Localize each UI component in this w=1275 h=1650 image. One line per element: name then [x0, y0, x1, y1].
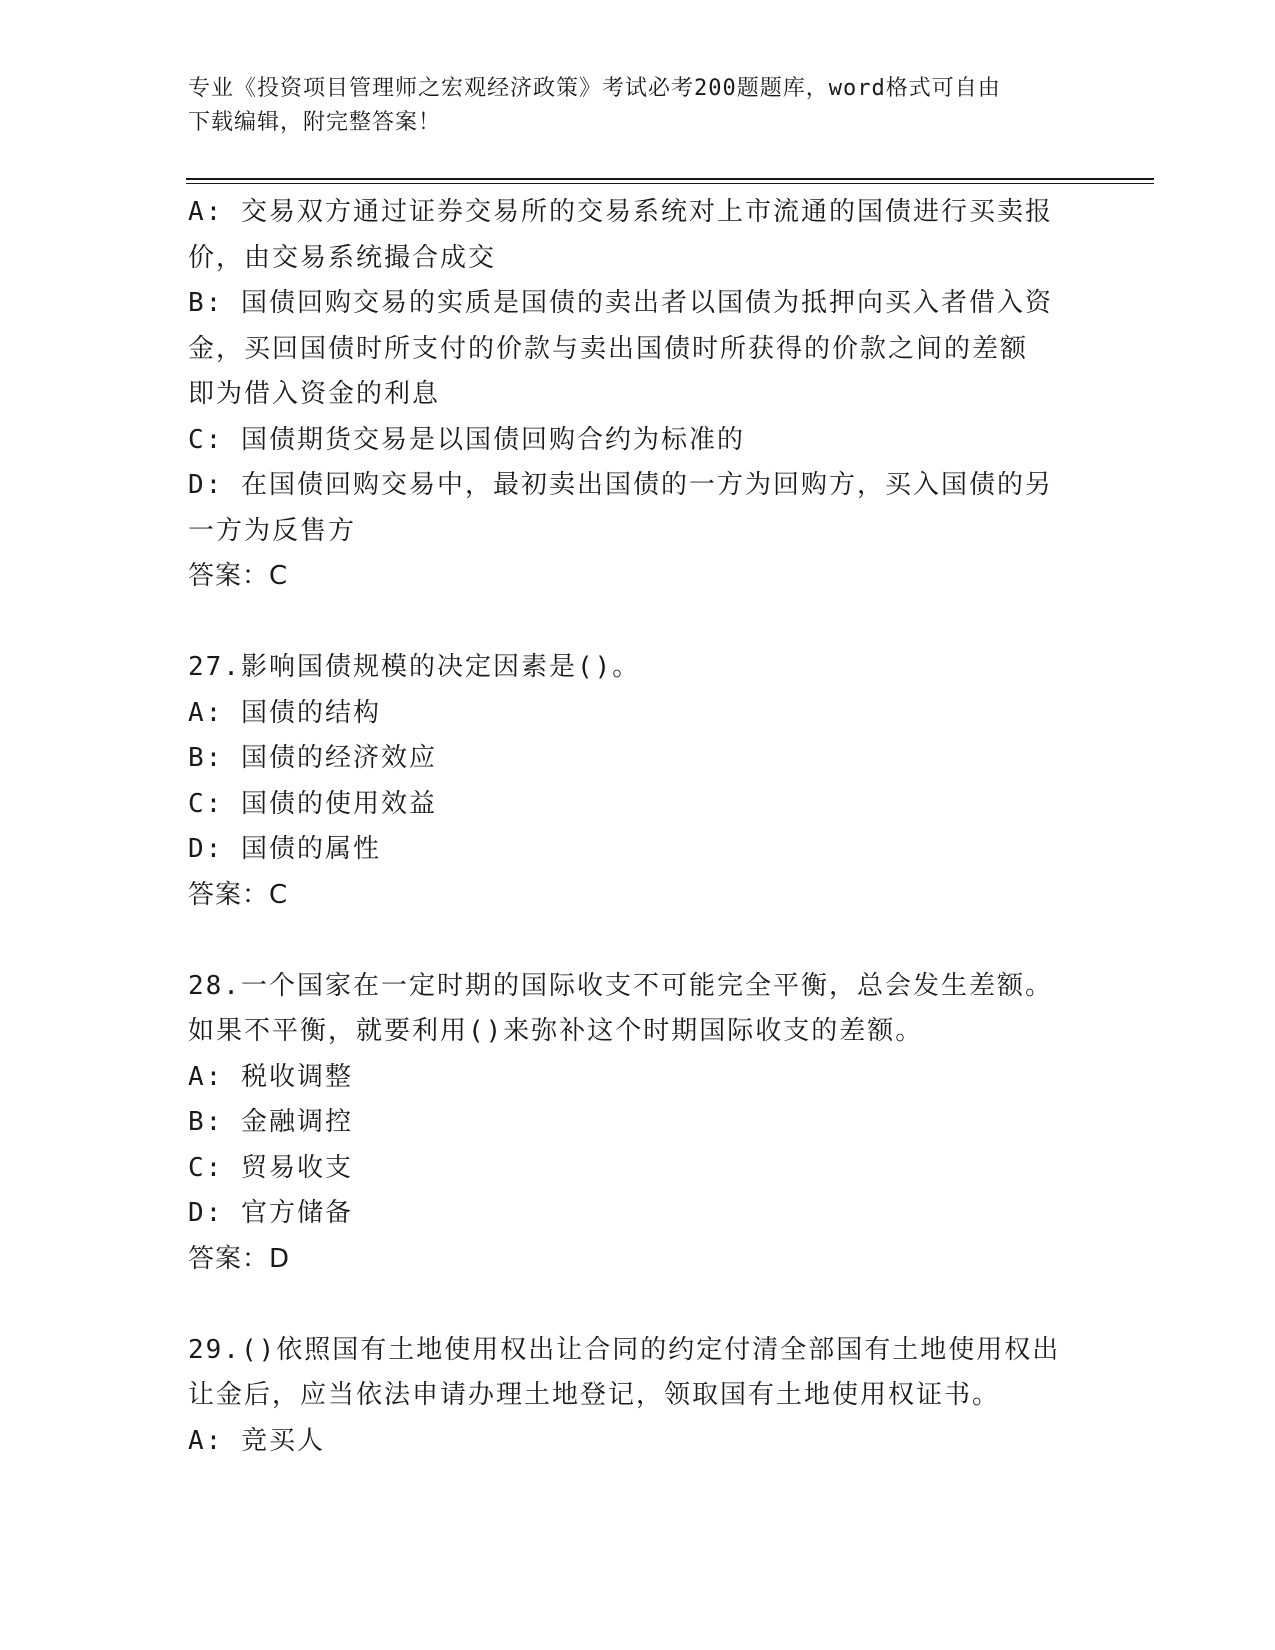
header-line: 专业《投资项目管理师之宏观经济政策》考试必考200题题库，word格式可自由: [188, 76, 1001, 101]
option-c: C: 国债的使用效益: [188, 788, 437, 819]
question-26: [188, 190, 1068, 600]
question-27: [188, 645, 1068, 918]
question-list: [188, 190, 1068, 1464]
option-a: A: 竞买人: [188, 1425, 325, 1456]
answer-text: 答案：D: [188, 1243, 291, 1274]
option-line: 价，由交易系统撮合成交: [188, 242, 497, 273]
option-line: A: 交易双方通过证券交易所的交易系统对上市流通的国债进行买卖报: [188, 197, 1053, 227]
spacer: [188, 1282, 1068, 1328]
question-text: 28.一个国家在一定时期的国际收支不可能完全平衡，总会发生差额。: [188, 970, 1053, 1001]
question-text: 让金后，应当依法申请办理土地登记，领取国有土地使用权证书。: [188, 1380, 1001, 1410]
option-line: B: 国债回购交易的实质是国债的卖出者以国债为抵押向买入者借入资: [188, 288, 1053, 318]
option-line: 即为借入资金的利息: [188, 379, 441, 409]
header-divider: [186, 178, 1154, 180]
option-a: A: 国债的结构: [188, 697, 381, 728]
option-b: B: 国债的经济效应: [188, 743, 437, 773]
answer-text: 答案：C: [188, 879, 289, 910]
header-divider-thin: [186, 183, 1154, 184]
option-line: D: 在国债回购交易中，最初卖出国债的一方为回购方，买入国债的另: [188, 470, 1053, 500]
option-c: C: 贸易收支: [188, 1152, 353, 1183]
option-line: 一方为反售方: [188, 515, 357, 546]
answer-text: 答案：C: [188, 561, 289, 591]
option-b: B: 金融调控: [188, 1107, 353, 1137]
option-line: C: 国债期货交易是以国债回购合约为标准的: [188, 424, 745, 455]
spacer: [188, 918, 1068, 964]
question-28: [188, 964, 1068, 1283]
header-line: 下载编辑，附完整答案！: [188, 110, 442, 135]
question-text: 29.()依照国有土地使用权出让合同的约定付清全部国有土地使用权出: [188, 1334, 1061, 1365]
question-text: 如果不平衡，就要利用()来弥补这个时期国际收支的差额。: [188, 1016, 924, 1046]
option-d: D: 官方储备: [188, 1198, 353, 1228]
option-a: A: 税收调整: [188, 1061, 353, 1092]
option-d: D: 国债的属性: [188, 834, 381, 864]
question-29: [188, 1328, 1068, 1465]
question-text: 27.影响国债规模的决定因素是()。: [188, 652, 641, 682]
document-header: [188, 72, 1088, 140]
option-line: 金，买回国债时所支付的价款与卖出国债时所获得的价款之间的差额: [188, 333, 1029, 364]
spacer: [188, 600, 1068, 646]
